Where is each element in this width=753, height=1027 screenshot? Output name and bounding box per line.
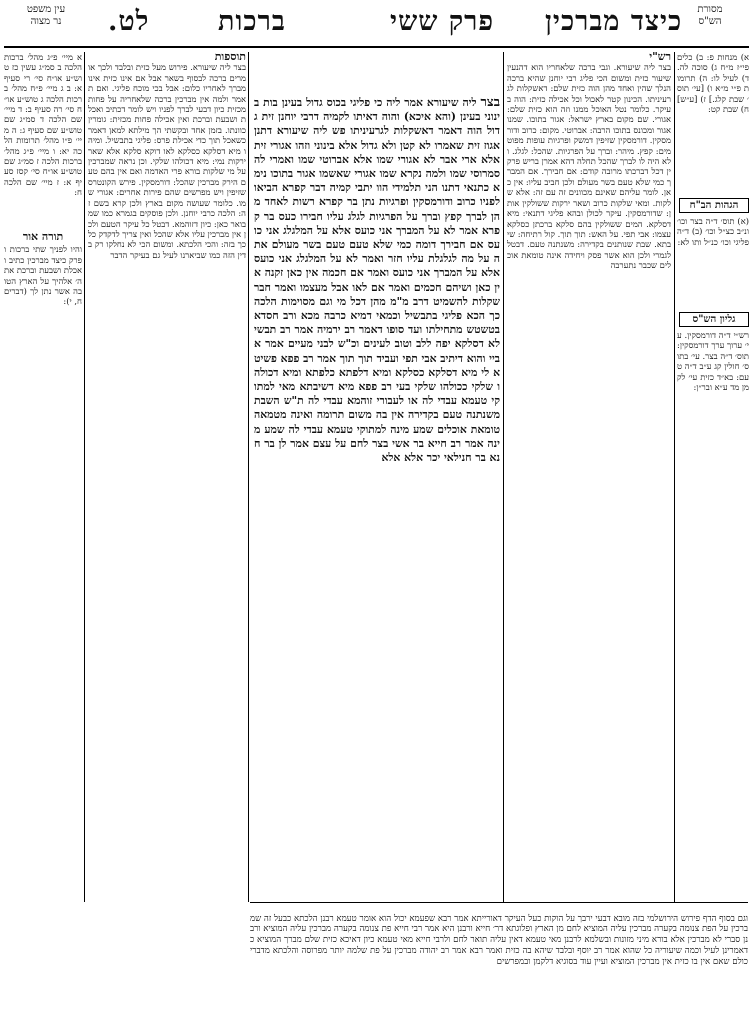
- folio-number: לט.: [108, 6, 150, 37]
- ner-mitzvah-label: נר מצוה: [30, 16, 62, 27]
- gilyon-column: [677, 330, 749, 490]
- gemara-text: ליה שיעורא אמר ליה כי פליגי בכוס גדול בעינן בות בינוני בעינן (והא איכא) והוה דאיתו לקמיה דרבי יוחנן זית גדול הוה דאמר דאשקלות לגרעיניתו פש ליה שיעורא דתנן אגוז זית שאמרו לא קטן ולא גדול אלא בינוני וזהו אגורי זית אלא ארי אבר לא אגורי שמו אלא אברוטי שמו ואמרי לה סמרוסי שמו ולמה נקרא שמו אגורי שאשמו אגור בתוכו נימא כתנאי דתנו הני תלמידי הוו יתבי קמיה דבר קפרא הביאו לפניו כרוב ודורמסקין ופרגיות נתן בר קפרא רשות לאחד מהן לברך קפץ וברך על הפרגיות לגלג עליו חבירו כעס בר קפרא אמר לא על המברך אני כועס אלא על המלגלג אני כועס אם חבירך דומה כמי שלא טעם טעם בשר מעולם אתה על מה לגלגלת עליו חזר ואמר לא על המלגלג אני כועס אלא על המברך אני כועס ואמר אם חכמה אין כאן זקנה אין כאן ושיהם חכמים ואמר אם לאו אבל מעצמו ואמר חבר שקלות להשמיט דרב מ"מ מהן דכל מי וגם מסוימות הלכה כך הכא פליגי בתבשיל וכמאי דמיא כרבה מכא ורב חסדא בטשטש מתחילתו ועד סופו דאמר רב ירמיה אמר רב תבשילא דסלקא יפה ללב וטוב לעינים וכ"ש לבני מעיים אמר אביי והוא דיתיב אבי תפי ועביד תוך תוך אמר רב פפא פשיטא לי מיא דסלקא כסלקא ומיא דלפתא כלפתא ומיא דכולהו שלקי ככולהו שלקי בעי רב פפא מיא דשיבתא מאי למתוקי טעמא עבדי לה או לעבורי זוהמא עבדי לה ת"ש השבת משנתנה טעם בקדירה אין בה משום תרומה ואינה מטמאה טומאת אוכלים שמע מינה למתוקי טעמא עבדי לה שמע מינה אמר רב חייא בר אשי בצר לחם על עצם אמר לן בר חנא בר חנילאי יכר אלא אלא: [254, 96, 500, 465]
- divider-left: [84, 52, 85, 902]
- hagahot-text: (א) תוס׳ ד״ה בצר וכו׳ ונ״ב כצ״ל וכו׳ (ב) ד״ה פליגי וכו׳ כנ״ל ותו לא:: [677, 216, 749, 247]
- tosafot-text: בצר ליה שיעורא. פירוש מעל כזית ובלבד ולכך אומרים ברכה לבסוף בשאר אבל אם אינו כזית אינו מברך לאחריו כלום: אבל בכי מוכח פליגי. ואם תאמר ולמה אין מברכין ברכה שלאחריה על פחות מכזית כיון דבעי לברך לפניו ויש לומר דכתיב ואכלת ושבעת וברכת ואין אכילה פחות מכזית: גומרין כוונתו. בזמן אחד ובקשתי הך מילתא למאן דאמר כשאכל תוך כדי אכילת פרס: פליגי בתבשיל. ומיהו מיא דסלקא כסלקא לאו דוקא סלקא אלא שאר ירקות נמי: מיא דכולהו שלקי. וכן נראה שמברכין על מי שלקות בורא פרי האדמה ואם אין בהם טעם הירק מברכין שהכל: דורמסקין. פירש הקונטרס שזיפין ויש מפרשים שהם פירות אחרים: אגורי שמו. כלומר שעושה מקום בארץ ולכן קרא בשם זה: הלכה כרבי יוחנן. ולכן פוסקים בגמרא כמו שמבואר כאן: כיון דזוהמא. דבטל כל עיקר הטעם ולכן אין מברכין עליו אלא שהכל ואין צריך לדקדק כל כך בזה: והכי הלכתא. ומשום הכי לא נחלקו רק בדין הזה כמו שביארנו לעיל גם בעיקר הדבר: [88, 62, 246, 260]
- masoret-header: [672, 4, 748, 46]
- tosafot-column: [88, 52, 246, 1022]
- torah-or-column: [4, 228, 82, 348]
- rashi-title: רש"י: [649, 52, 671, 63]
- torah-or-title: תורה אור: [22, 230, 64, 243]
- masoret-label: מסורת: [697, 4, 723, 15]
- masoret-text: א) מנחות פ: ב) כלים פי״ז מ״ח ג) סוכה לה. ד) לעיל לו: ה) תרומות פ״י מ״א ו) [עי׳ תוס׳ שבת קלג.] ז) [ע״ש] ח) שבת קט:: [677, 52, 749, 115]
- hashas-label: הש"ס: [698, 16, 722, 27]
- gemara-opening-word: בצר: [480, 96, 500, 110]
- gilyon-title: גליון הש"ס: [679, 312, 749, 327]
- ein-mishpat-header: [6, 4, 86, 46]
- divider-rashi: [503, 52, 504, 902]
- chapter-name: כיצד מברכין: [545, 6, 683, 37]
- ein-mishpat-label: עין משפט: [26, 4, 66, 15]
- chapter-number: פרק ששי: [390, 6, 495, 37]
- rashi-column: [507, 52, 671, 902]
- tosafot-title: תוספות: [214, 52, 246, 63]
- bottom-text: וגם בסוף הדף פירוש הירושלמי בזה מובא דבעי ירבך על הוקות כעל העיקר דאורייתא אמר רבא שפעמא יכול הוא אומר טעמא רבנן הלכתא כבעל זה שמברכין על הפת צנומה בקערה מברכין עליה המוציא לחם מן הארץ ופלוגתא דר׳ חייא ורבנן היא אמר רבי חייא פת צנומה בקערה מברכין עליה המוציא ורבנן סברי לא מברכין אלא בורא מיני מזונות ובשלמא לרבנן מאי טעמא דאין עליה תואר לחם ולרבי חייא מאי טעמא כיון דאיכא כזית שלם מברך המוציא כדאמרינן לעיל וכמה שיעוריה כל שהוא אמר רב יוסף ובלבד שיהא בה כזית ואמר רבא אמר רב יהודה מברכין על פת שלמה יותר מפרוסה והלכתא מדברי כולם שאם אין בו כזית אין מברכין המוציא ועיין עוד בסוגיא דלקמן ובמפרשים: [250, 913, 748, 967]
- divider-right: [674, 52, 675, 902]
- rashi-text: בצר ליה שיעורא. וגבי ברכה שלאחריו הוא דהנעין שיעור כזית ומשום הכי פליג רבי יוחנן שהיא ברכה הנלך שהין ואחד מהן הוה כזית שלם: דאשקלות לגרעיניתו. הכינון קטר לאכול וכל אכילה כזית: הוה בעיקר. כלומר נטל האוכל ממנו וזה הוא כזית שלם: אגורי. שם מקום בארץ ישראל: אגור בתוכו. שמנו אגור ומכונס בתוכו הרבה: אברוטי. מקום: כרוב ודורמסקין. דורמסקין שזיפין דמשק ופרגיות עופות מפוטמים: קפץ. מיהר: וברך על הפרגיות. שהכל: לגלג. ולא היה לו לברך שהכל תחלה דהא אמרן בריש פרקין דכל דברכתו מרובה קודם: אם חבירך. אם המברך כמי שלא טעם בשר מעולם ולכן חביב עליו: אין כאן. לומר עליהם שאינם מכוונים זה עם זה: אלא שלקות. ומאי שלקות כרוב ושאר ירקות ששולקין אותן: שדורמסקין. עיקר לכולן ובהא פליגי דתנאי: מיא דסלקא. המים ששולקין בהם סלקא ברכתן כסלקא עצמו: אבי תפי. על האש: תוך תוך. קול רתיחה: שיבתא. שבת שנותנים בקדירה: משנתנה טעם. דבטל לגמרי ולכן הוא אשר פסק ויחידה אינה טומאת אוכלים שכבר נתערבה: [507, 62, 671, 271]
- gemara-column: [254, 96, 500, 902]
- gilyon-text: רש״י ד״ה דורמסקין. עי׳ ערוך ערך דורמסקין: תוס׳ ד״ה בצר. עי׳ בתוס׳ חולין קג ע״ב ד״ה טעם: בא״ד כזית עי׳ לקמן מד ע״א ובר״ן:: [677, 330, 749, 393]
- torah-or-text: והיו לפניך שתי ברכות ופרק כיצד מברכין כתיב ואכלת ושבעת וברכת את ה׳ אלהיך על הארץ הטובה אשר נתן לך (דברים ח, י):: [4, 244, 82, 307]
- bottom-divider: [250, 902, 748, 903]
- masoret-column: [677, 52, 749, 192]
- divider-tosafot: [248, 52, 249, 902]
- tractate-name: ברכות: [218, 6, 286, 37]
- ein-mishpat-column: [4, 52, 82, 222]
- hagahot-title: הגהות הב"ח: [679, 198, 749, 213]
- bottom-commentary: [250, 905, 748, 1023]
- ein-mishpat-text: א מיי׳ פ״ג מהל׳ ברכות הלכה ב סמ״ג עשין כז טוש״ע או״ח סי׳ רי סעיף א: ב ג מיי׳ פ״ח מהל׳ ברכות הלכה ג טוש״ע או״ח סי׳ רה סעיף ב: ד מיי׳ שם הלכה ד סמ״ג שם טוש״ע שם סעיף ג: ה מיי׳ פ״ו מהל׳ תרומות הלכה יא: ו מיי׳ פ״ג מהל׳ ברכות הלכה ז סמ״ג שם טוש״ע או״ח סי׳ קסז סעיף א: ז מיי׳ שם הלכה ח:: [4, 52, 82, 198]
- hagahot-column: [677, 216, 749, 306]
- header-rule: [4, 46, 749, 48]
